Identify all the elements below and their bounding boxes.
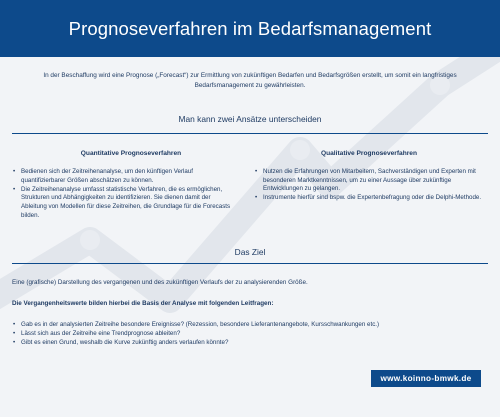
section-divider bbox=[12, 133, 488, 134]
website-link[interactable] bbox=[371, 370, 481, 387]
page-title: Prognoseverfahren im Bedarfsmanagement bbox=[68, 17, 432, 39]
goal-heading: Das Ziel bbox=[234, 247, 266, 257]
approaches-heading: Man kann zwei Ansätze unterscheiden bbox=[178, 114, 322, 124]
title-banner bbox=[0, 0, 500, 57]
guiding-questions-list bbox=[12, 321, 482, 349]
quantitative-title: Quantitative Prognoseverfahren bbox=[80, 150, 182, 157]
intro-text: In der Beschaffung wird eine Prognose („Forecast“) zur Ermittlung von zukünftigen Bedarfen und Bedarfsgrößen erstellt, um somit ein langfristiges Bedarfsmanagement zu gewährleisten. bbox=[43, 72, 457, 89]
quantitative-list bbox=[12, 168, 234, 221]
list-item: • Die Zeitreihenanalyse umfasst statistische Verfahren, die es ermöglichen, Strukturen und Abhängigkeiten zu identifizieren. Sie dienen damit der Ableitung von Modellen für diese Zeitreihen, die Grundlage für die Forecasts bilden. bbox=[12, 186, 234, 220]
list-item: • Gibt es einen Grund, weshalb die Kurve zukünftig anders verlaufen könnte? bbox=[12, 339, 482, 348]
qualitative-title: Qualitative Prognoseverfahren bbox=[320, 150, 417, 157]
guidelines-intro: Die Vergangenheitswerte bilden hierbei die Basis der Analyse mit folgenden Leitfragen: bbox=[12, 300, 274, 307]
list-item: • Instrumente hierfür sind bspw. die Expertenbefragung oder die Delphi-Methode. bbox=[254, 194, 488, 203]
qualitative-list bbox=[254, 168, 488, 204]
list-item: • Gab es in der analysierten Zeitreihe besondere Ereignisse? (Rezession, besondere Lieferantenangebote, Kursschwankungen etc.) bbox=[12, 321, 482, 330]
list-item: • Lässt sich aus der Zeitreihe eine Trendprognose ableiten? bbox=[12, 330, 482, 339]
section-divider bbox=[12, 263, 488, 264]
goal-text: Eine (grafische) Darstellung des vergangenen und des zukünftigen Verlaufs der zu analysierenden Größe. bbox=[12, 279, 308, 286]
website-url[interactable]: www.koinno-bmwk.de bbox=[380, 374, 472, 383]
list-item: • Bedienen sich der Zeitreihenanalyse, um den künftigen Verlauf quantifizierbarer Größen abschätzen zu können. bbox=[12, 168, 234, 185]
list-item: • Nutzen die Erfahrungen von Mitarbeitern, Sachverständigen und Experten mit besonderen Marktkenntnissen, um zu einer Aussage über zukünftige Entwicklungen zu gelangen. bbox=[254, 168, 488, 194]
